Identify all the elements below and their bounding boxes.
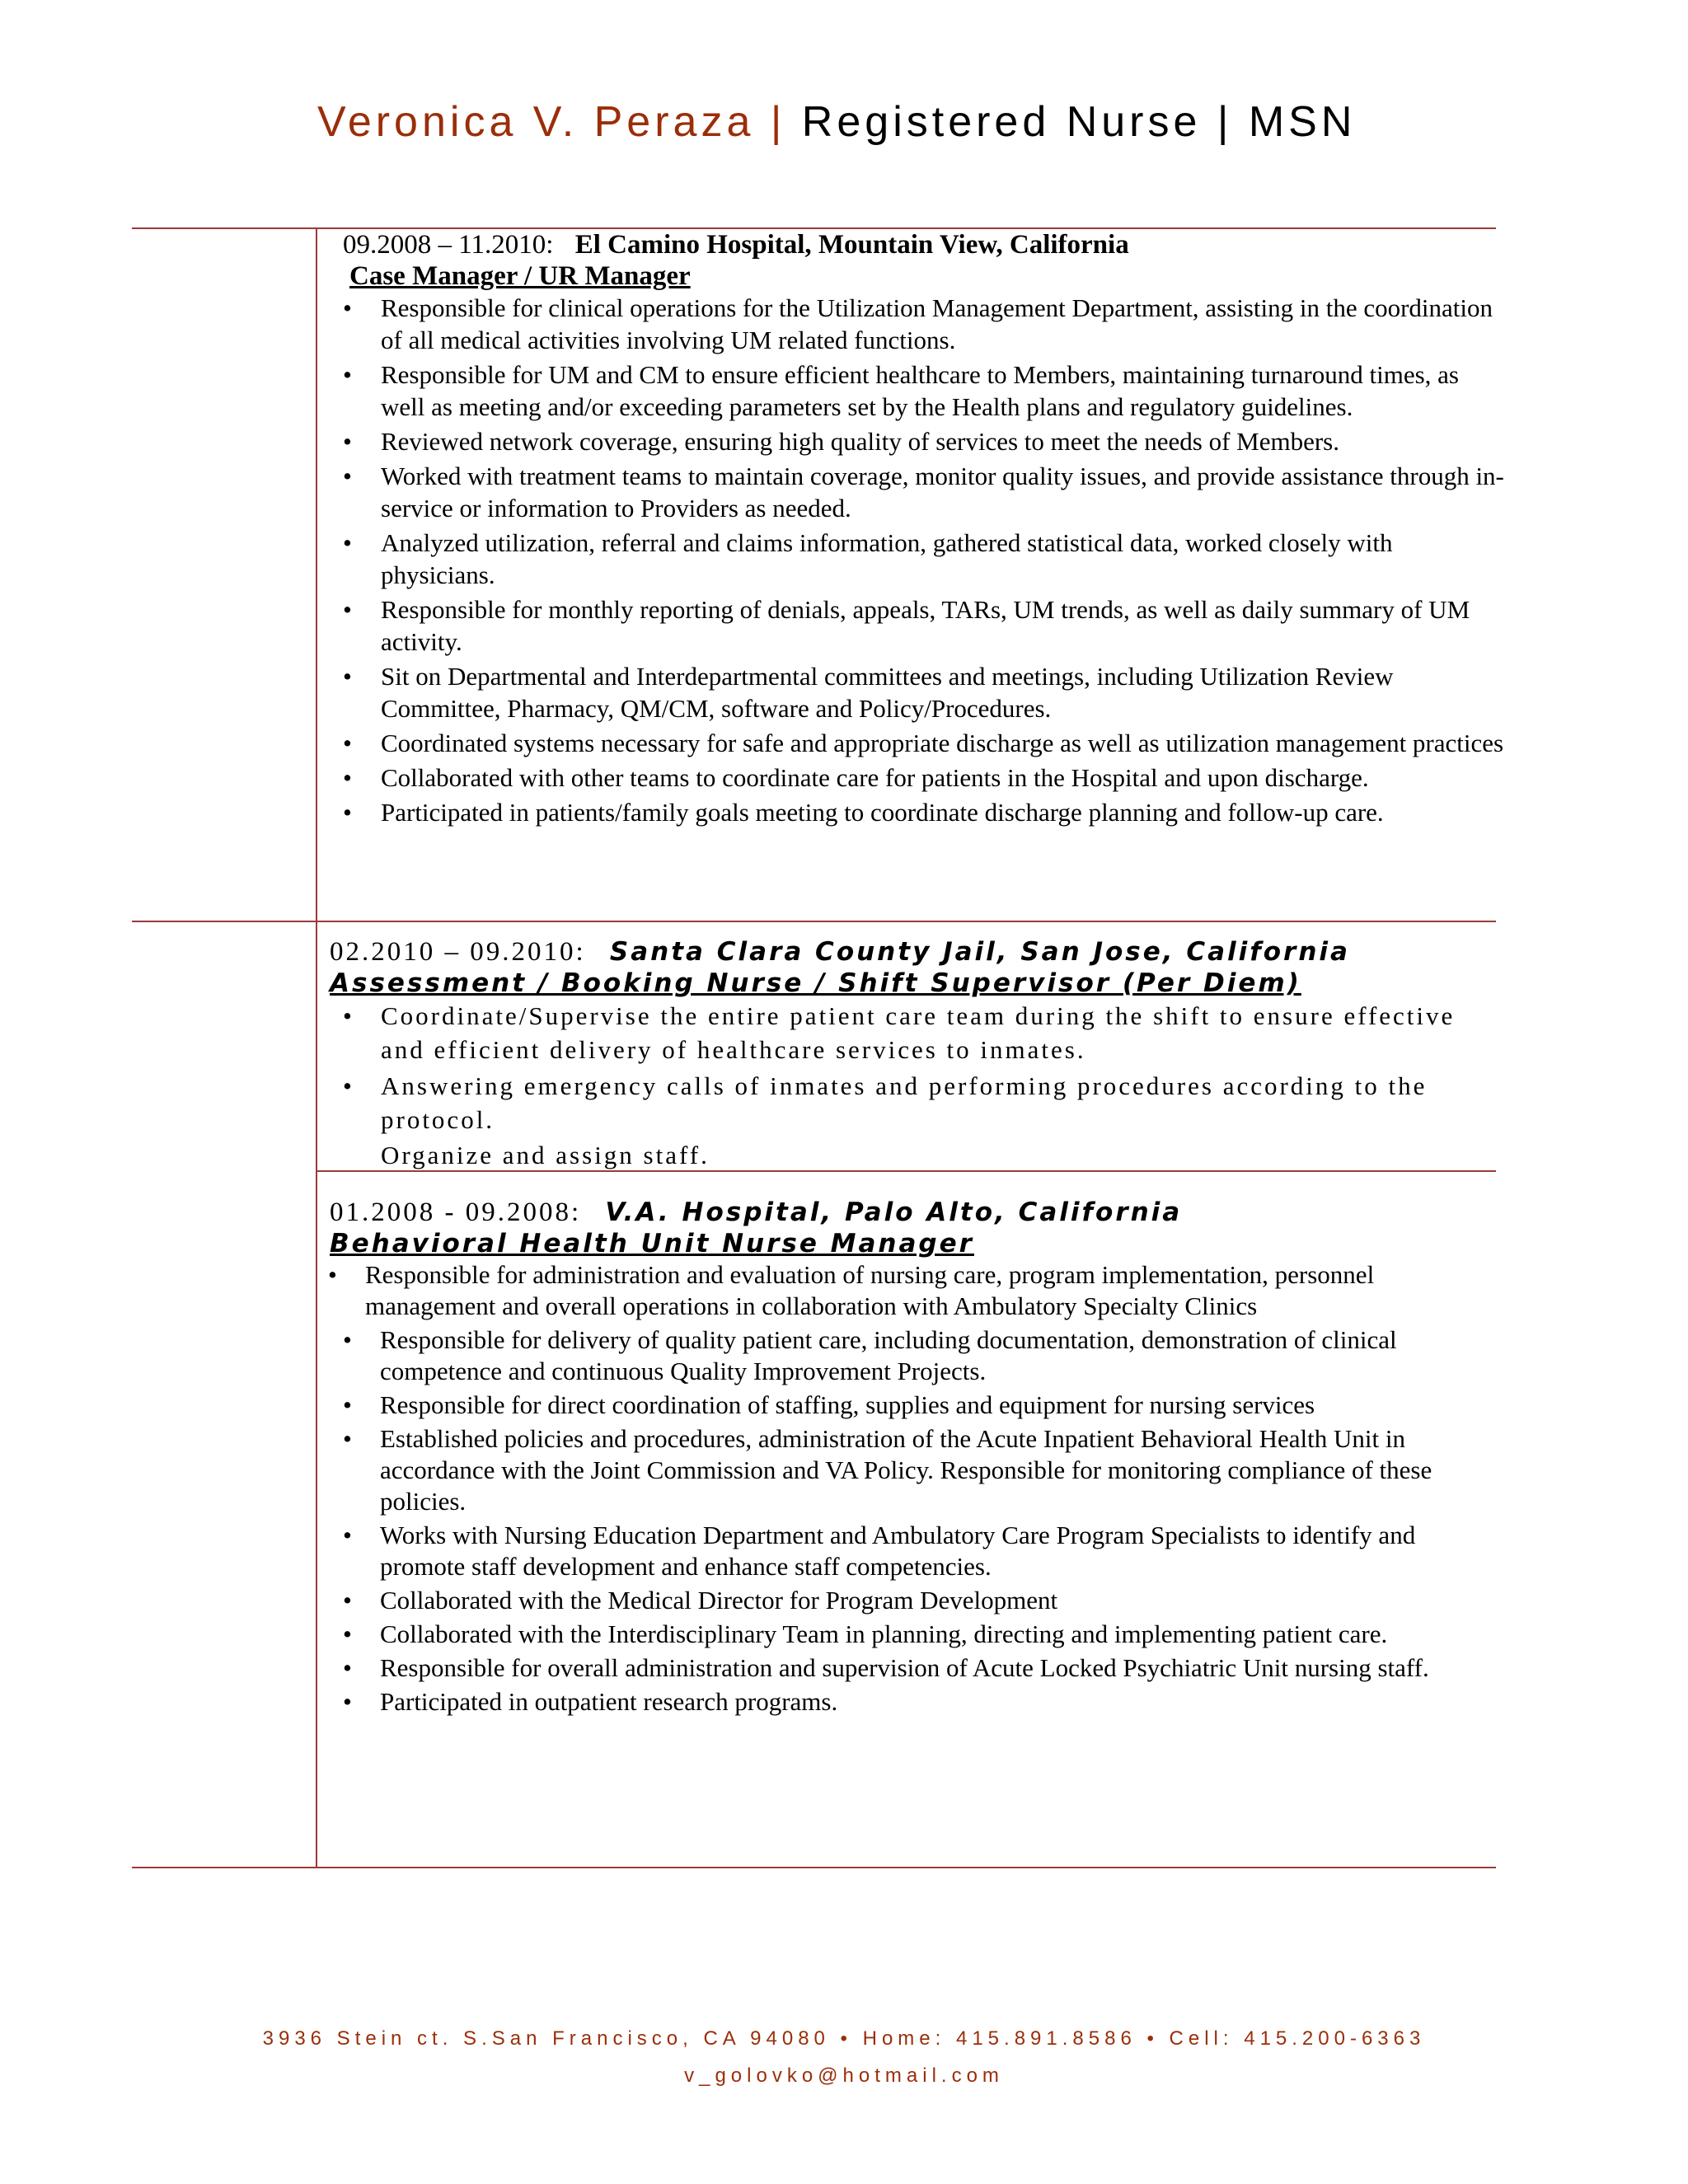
duty-item-continued: Organize and assign staff.	[381, 1141, 710, 1169]
job-employer: V.A. Hospital, Palo Alto, California	[605, 1197, 1183, 1227]
duty-item: • Established policies and procedures, administration of the Acute Inpatient Behavioral Health Unit in accordance with the Joint Commission and VA Policy. Responsible for monitoring compliance of these policies.	[315, 1423, 1492, 1517]
duty-item: • Participated in patients/family goals meeting to coordinate discharge planning and follow-up care.	[330, 796, 1505, 828]
job-duties-list	[330, 999, 1492, 1137]
job-role: Behavioral Health Unit Nurse Manager	[330, 1229, 974, 1258]
header-separator: |	[1217, 98, 1233, 146]
job-duties-list	[315, 1259, 1492, 1718]
header-separator: |	[770, 98, 786, 146]
footer-email: v_golovko@hotmail.com	[684, 2064, 1004, 2087]
duty-item: • Responsible for clinical operations for the Utilization Management Department, assisting in the coordination of all medical activities involving UM related functions.	[330, 292, 1505, 356]
duty-item: • Answering emergency calls of inmates and performing procedures according to the protocol.	[330, 1069, 1492, 1137]
duty-item: • Works with Nursing Education Department and Ambulatory Care Program Specialists to identify and promote staff development and enhance staff competencies.	[315, 1520, 1492, 1582]
job-dates: 02.2010 – 09.2010:	[330, 937, 586, 967]
section-divider	[132, 921, 1496, 922]
duty-item: • Responsible for direct coordination of staffing, supplies and equipment for nursing services	[315, 1390, 1492, 1421]
duty-item: • Collaborated with the Medical Director for Program Development	[315, 1585, 1492, 1616]
duty-item: • Responsible for overall administration and supervision of Acute Locked Psychiatric Unit nursing staff.	[315, 1652, 1492, 1684]
duty-item: • Participated in outpatient research programs.	[315, 1686, 1492, 1718]
candidate-degree: MSN	[1248, 98, 1357, 146]
experience-el-camino	[343, 229, 1505, 831]
duty-item: • Responsible for administration and evaluation of nursing care, program implementation, personnel management and overall operations in collaboration with Ambulatory Specialty Clinics	[315, 1259, 1492, 1322]
job-employer: Santa Clara County Jail, San Jose, California	[609, 937, 1350, 967]
experience-va-hospital	[330, 1197, 1492, 1720]
footer-contact: 3936 Stein ct. S.San Francisco, CA 94080 • Home: 415.891.8586 • Cell: 415.200-6363	[262, 2027, 1426, 2050]
resume-header	[317, 97, 1356, 147]
duty-item: • Analyzed utilization, referral and claims information, gathered statistical data, worked closely with physicians.	[330, 527, 1505, 591]
duty-item: • Coordinated systems necessary for safe and appropriate discharge as well as utilization management practices	[330, 727, 1505, 759]
duty-item: • Reviewed network coverage, ensuring high quality of services to meet the needs of Members.	[330, 425, 1505, 457]
duty-item: • Collaborated with other teams to coordinate care for patients in the Hospital and upon discharge.	[330, 762, 1505, 794]
duty-item: • Collaborated with the Interdisciplinary Team in planning, directing and implementing patient care.	[315, 1619, 1492, 1650]
duty-item: • Sit on Departmental and Interdepartmental committees and meetings, including Utilization Review Committee, Pharmacy, QM/CM, software and Policy/Procedures.	[330, 660, 1505, 724]
job-role: Assessment / Booking Nurse / Shift Supervisor (Per Diem)	[330, 968, 1301, 998]
section-divider	[132, 1867, 1496, 1868]
job-role: Case Manager / UR Manager	[349, 261, 691, 291]
candidate-title: Registered Nurse	[801, 98, 1202, 146]
duty-item: • Responsible for UM and CM to ensure efficient healthcare to Members, maintaining turnaround times, as well as meeting and/or exceeding parameters set by the Health plans and regulatory guidelines.	[330, 359, 1505, 423]
job-duties-list	[330, 292, 1505, 828]
experience-santa-clara-jail	[330, 936, 1492, 1172]
job-dates: 01.2008 - 09.2008:	[330, 1197, 582, 1227]
candidate-name: Veronica V. Peraza	[317, 98, 755, 146]
duty-item: • Responsible for monthly reporting of denials, appeals, TARs, UM trends, as well as daily summary of UM activity.	[330, 593, 1505, 658]
job-employer: El Camino Hospital, Mountain View, California	[574, 230, 1129, 260]
duty-item: • Worked with treatment teams to maintain coverage, monitor quality issues, and provide assistance through in-service or information to Providers as needed.	[330, 460, 1505, 524]
job-dates: 09.2008 – 11.2010:	[343, 230, 554, 260]
duty-item: • Responsible for delivery of quality patient care, including documentation, demonstration of clinical competence and continuous Quality Improvement Projects.	[315, 1324, 1492, 1387]
duty-item: • Coordinate/Supervise the entire patient care team during the shift to ensure effective and efficient delivery of healthcare services to inmates.	[330, 999, 1492, 1066]
